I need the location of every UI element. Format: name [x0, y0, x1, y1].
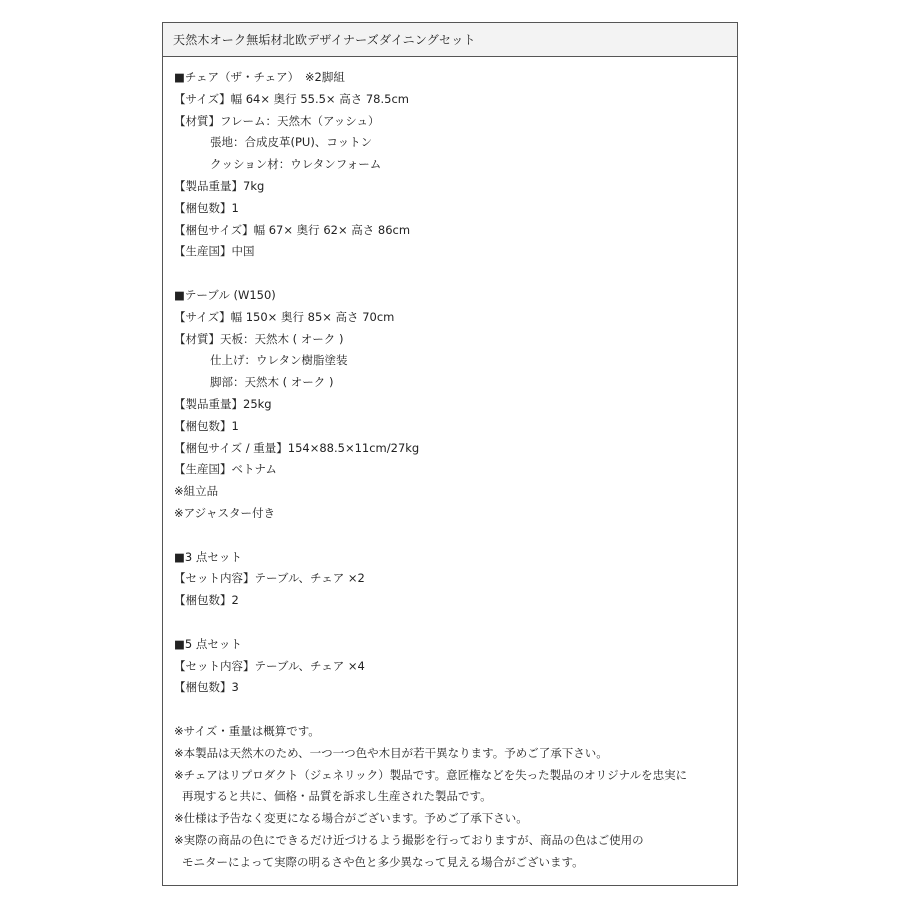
spec-line: 【サイズ】幅 64× 奥行 55.5× 高さ 78.5cm — [174, 91, 409, 106]
spec-line: 再現すると共に、価格・品質を訴求し生産された製品です。 — [182, 789, 492, 804]
spec-line: 【梱包数】1 — [174, 200, 239, 215]
spec-line: 【材質】天板：天然木 ( オーク ) — [174, 331, 344, 346]
spec-line: モニターによって実際の明るさや色と多少異なって見える場合がございます。 — [182, 854, 584, 869]
spec-line: ※仕様は予告なく変更になる場合がございます。予めご了承下さい。 — [174, 811, 528, 826]
spec-line: 【製品重量】7kg — [174, 178, 265, 193]
spec-line: ■5 点セット — [174, 636, 242, 651]
spec-line: 【製品重量】25kg — [174, 396, 272, 411]
spacer — [174, 263, 737, 285]
spec-title: 天然木オーク無垢材北欧デザイナーズダイニングセット — [163, 23, 737, 57]
spec-line: 仕上げ：ウレタン樹脂塗装 — [210, 353, 348, 368]
spec-line: 【サイズ】幅 150× 奥行 85× 高さ 70cm — [174, 309, 395, 324]
spec-line: 【梱包サイズ / 重量】154×88.5×11cm/27kg — [174, 440, 420, 455]
spec-line: ※組立品 — [174, 484, 219, 499]
spec-line: 張地：合成皮革(PU)、コットン — [210, 135, 373, 150]
spacer — [174, 525, 737, 547]
spec-line: ※チェアはリプロダクト（ジェネリック）製品です。意匠権などを失った製品のオリジナルを忠実に — [174, 767, 688, 782]
spec-line: 【梱包数】3 — [174, 680, 239, 695]
spec-line: ■3 点セット — [174, 549, 242, 564]
spec-line: 【セット内容】テーブル、チェア ×4 — [174, 658, 365, 673]
spec-body — [163, 57, 737, 873]
spec-line: ※アジャスター付き — [174, 505, 275, 520]
spec-line: 【材質】フレーム：天然木（アッシュ） — [174, 113, 380, 128]
spec-line: ■テーブル (W150) — [174, 287, 276, 302]
spec-line: 脚部：天然木 ( オーク ) — [210, 375, 334, 390]
spec-line: 【生産国】中国 — [174, 244, 255, 259]
spec-line: ■チェア（ザ・チェア） ※2脚組 — [174, 70, 345, 84]
spacer — [174, 612, 737, 634]
spec-line: 【生産国】ベトナム — [174, 462, 277, 477]
spec-table — [162, 22, 738, 886]
spec-line: 【梱包サイズ】幅 67× 奥行 62× 高さ 86cm — [174, 222, 411, 237]
spec-line: ※実際の商品の色にできるだけ近づけるよう撮影を行っておりますが、商品の色はご使用の — [174, 832, 644, 847]
spec-line: 【梱包数】1 — [174, 418, 239, 433]
spec-line: ※本製品は天然木のため、一つ一つ色や木目が若干異なります。予めご了承下さい。 — [174, 745, 608, 760]
spec-line: 【セット内容】テーブル、チェア ×2 — [174, 571, 365, 586]
spacer — [174, 699, 737, 721]
spec-line: クッション材：ウレタンフォーム — [210, 157, 382, 172]
spec-line: 【梱包数】2 — [174, 593, 239, 608]
spec-line: ※サイズ・重量は概算です。 — [174, 723, 320, 738]
